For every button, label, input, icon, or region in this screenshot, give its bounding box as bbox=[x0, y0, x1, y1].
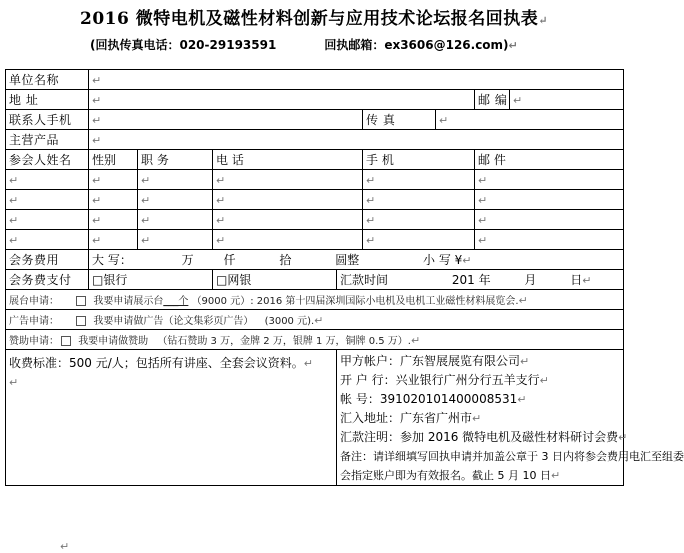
return-mark-icon: ↵ bbox=[508, 39, 518, 52]
phone-header: 电 话 bbox=[213, 150, 363, 170]
email-cell[interactable] bbox=[475, 230, 624, 250]
return-mark-icon: ↵ bbox=[141, 213, 151, 227]
account-info-cell bbox=[337, 350, 684, 486]
return-mark-icon: ↵ bbox=[9, 193, 19, 207]
return-mark-icon: ↵ bbox=[303, 357, 313, 370]
page-title: 2016 微特电机及磁性材料创新与应用技术论坛报名回执表↵ bbox=[80, 9, 548, 29]
unit-name-label: 单位名称 bbox=[6, 70, 89, 90]
account-number: 帐 号：391020101400008531 bbox=[340, 392, 518, 406]
return-mark-icon: ↵ bbox=[366, 173, 376, 187]
phone-cell[interactable] bbox=[213, 210, 363, 230]
gender-header: 性别 bbox=[89, 150, 138, 170]
sponsor-label: 赞助申请： bbox=[9, 336, 59, 347]
account-remark-2: 会指定账户即为有效报名。截止 5 月 10 日 bbox=[340, 469, 551, 482]
email-cell[interactable] bbox=[475, 210, 624, 230]
ad-label: 广告申请： bbox=[9, 316, 59, 327]
gender-cell[interactable] bbox=[89, 170, 138, 190]
attendee-name-cell[interactable] bbox=[6, 170, 89, 190]
fax-line: (回执传真电话：020-29193591 bbox=[90, 38, 277, 52]
fee-yuanzheng: 圆整 bbox=[335, 253, 360, 267]
return-mark-icon: ↵ bbox=[366, 193, 376, 207]
return-mark-icon: ↵ bbox=[478, 193, 488, 207]
return-mark-icon: ↵ bbox=[141, 173, 151, 187]
fee-xiaoxie: 小 写 ¥ bbox=[423, 253, 463, 267]
return-mark-icon: ↵ bbox=[439, 113, 449, 127]
contact-mobile-label: 联系人手机 bbox=[6, 110, 89, 130]
gender-cell[interactable] bbox=[89, 190, 138, 210]
return-mark-icon: ↵ bbox=[141, 233, 151, 247]
fee-payment-label: 会务费支付 bbox=[6, 270, 89, 290]
postcode-label: 邮 编 bbox=[475, 90, 510, 110]
return-mark-icon: ↵ bbox=[520, 355, 530, 368]
return-mark-icon: ↵ bbox=[462, 254, 472, 267]
exhibit-checkbox[interactable] bbox=[76, 296, 86, 306]
return-mark-icon: ↵ bbox=[92, 213, 102, 227]
return-mark-icon: ↵ bbox=[9, 233, 19, 247]
postcode-field[interactable] bbox=[510, 90, 624, 110]
remit-month: 月 bbox=[524, 273, 537, 287]
main-product-field[interactable] bbox=[89, 130, 624, 150]
mobile-cell[interactable] bbox=[363, 170, 475, 190]
attendee-name-header: 参会人姓名 bbox=[6, 150, 89, 170]
return-mark-icon: ↵ bbox=[9, 376, 19, 389]
main-product-label: 主营产品 bbox=[6, 130, 89, 150]
return-mark-icon: ↵ bbox=[478, 213, 488, 227]
gender-cell[interactable] bbox=[89, 230, 138, 250]
position-cell[interactable] bbox=[138, 190, 213, 210]
fee-daxie: 大 写： bbox=[92, 253, 132, 267]
return-mark-icon: ↵ bbox=[92, 133, 102, 147]
ad-checkbox[interactable] bbox=[76, 316, 86, 326]
ad-price: (3000 元). bbox=[264, 316, 315, 327]
email-cell[interactable] bbox=[475, 170, 624, 190]
return-mark-icon: ↵ bbox=[216, 233, 226, 247]
contact-mobile-field[interactable] bbox=[89, 110, 363, 130]
return-mark-icon: ↵ bbox=[216, 173, 226, 187]
return-mark-icon: ↵ bbox=[366, 233, 376, 247]
fee-standard-text: 收费标准：500 元/人；包括所有讲座、全套会议资料。 bbox=[9, 356, 304, 370]
phone-cell[interactable] bbox=[213, 170, 363, 190]
return-mark-icon: ↵ bbox=[478, 173, 488, 187]
email-header: 邮 件 bbox=[475, 150, 624, 170]
fax-field[interactable] bbox=[436, 110, 624, 130]
return-mark-icon: ↵ bbox=[216, 193, 226, 207]
remit-time-field[interactable] bbox=[337, 270, 624, 290]
return-mark-icon: ↵ bbox=[582, 274, 592, 287]
payment-online-option[interactable]: □网银 bbox=[213, 270, 337, 290]
return-mark-icon: ↵ bbox=[478, 233, 488, 247]
ad-application-row bbox=[6, 310, 624, 330]
return-mark-icon: ↵ bbox=[92, 173, 102, 187]
exhibit-blank[interactable]: ___个 bbox=[163, 296, 189, 307]
attendee-row bbox=[6, 230, 624, 250]
remit-day: 日 bbox=[570, 273, 583, 287]
return-mark-icon: ↵ bbox=[410, 334, 421, 347]
attendee-row bbox=[6, 210, 624, 230]
email-line: 回执邮箱：ex3606@126.com) bbox=[324, 38, 509, 52]
contact-line bbox=[90, 36, 518, 53]
mobile-cell[interactable] bbox=[363, 210, 475, 230]
attendee-name-cell[interactable] bbox=[6, 190, 89, 210]
sponsor-text: 我要申请做赞助 bbox=[78, 336, 149, 347]
account-remark-1: 备注：请详细填写回执申请并加盖公章于 3 日内将参会费用电汇至组委 bbox=[340, 450, 684, 463]
gender-cell[interactable] bbox=[89, 210, 138, 230]
position-cell[interactable] bbox=[138, 170, 213, 190]
sponsor-application-row bbox=[6, 330, 624, 350]
payment-bank-option[interactable]: □银行 bbox=[89, 270, 213, 290]
mobile-header: 手 机 bbox=[363, 150, 475, 170]
unit-name-field[interactable] bbox=[89, 70, 624, 90]
address-field[interactable] bbox=[89, 90, 475, 110]
return-mark-icon: ↵ bbox=[216, 213, 226, 227]
return-mark-icon: ↵ bbox=[472, 412, 482, 425]
return-mark-icon: ↵ bbox=[538, 14, 548, 27]
ad-text: 我要申请做广告（论文集彩页广告） bbox=[93, 316, 254, 327]
return-mark-icon: ↵ bbox=[517, 393, 527, 406]
fee-standard-cell bbox=[6, 350, 337, 486]
attendee-row bbox=[6, 190, 624, 210]
position-cell[interactable] bbox=[138, 230, 213, 250]
attendee-name-cell[interactable] bbox=[6, 210, 89, 230]
fee-shi: 拾 bbox=[279, 253, 292, 267]
sponsor-checkbox[interactable] bbox=[61, 336, 71, 346]
fee-label: 会务费用 bbox=[6, 250, 89, 270]
phone-cell[interactable] bbox=[213, 190, 363, 210]
account-remit-address: 汇入地址：广东省广州市 bbox=[340, 411, 473, 425]
return-mark-icon: ↵ bbox=[92, 93, 102, 107]
footer-mark bbox=[60, 540, 69, 553]
position-header: 职 务 bbox=[138, 150, 213, 170]
return-mark-icon: ↵ bbox=[92, 73, 102, 87]
address-label: 地 址 bbox=[6, 90, 89, 110]
mobile-cell[interactable] bbox=[363, 190, 475, 210]
exhibit-label: 展台申请： bbox=[9, 296, 59, 307]
return-mark-icon: ↵ bbox=[518, 294, 528, 307]
fee-qian: 仟 bbox=[223, 253, 236, 267]
return-mark-icon: ↵ bbox=[92, 113, 102, 127]
return-mark-icon: ↵ bbox=[513, 93, 523, 107]
position-cell[interactable] bbox=[138, 210, 213, 230]
registration-form bbox=[5, 69, 684, 486]
exhibit-price: （9000 元）: 2016 第十四届深圳国际小电机及电机工业磁性材料展览会. bbox=[191, 296, 519, 307]
return-mark-icon: ↵ bbox=[141, 193, 151, 207]
return-mark-icon: ↵ bbox=[550, 469, 561, 482]
account-remit-note: 汇款注明：参加 2016 微特电机及磁性材料研讨会费 bbox=[340, 430, 619, 444]
fee-wan: 万 bbox=[181, 253, 194, 267]
attendee-name-cell[interactable] bbox=[6, 230, 89, 250]
sponsor-detail: （钻石赞助 3 万，金牌 2 万，银牌 1 万，铜牌 0.5 万）. bbox=[157, 336, 411, 347]
return-mark-icon: ↵ bbox=[9, 213, 19, 227]
exhibit-application-row bbox=[6, 290, 624, 310]
remit-year: 201 年 bbox=[451, 273, 491, 287]
attendee-row bbox=[6, 170, 624, 190]
exhibit-text: 我要申请展示台 bbox=[93, 296, 164, 307]
return-mark-icon: ↵ bbox=[539, 374, 549, 387]
return-mark-icon: ↵ bbox=[618, 431, 628, 444]
return-mark-icon: ↵ bbox=[366, 213, 376, 227]
phone-cell[interactable] bbox=[213, 230, 363, 250]
email-cell[interactable] bbox=[475, 190, 624, 210]
account-bank: 开 户 行：兴业银行广州分行五羊支行 bbox=[340, 373, 540, 387]
mobile-cell[interactable] bbox=[363, 230, 475, 250]
return-mark-icon: ↵ bbox=[60, 540, 70, 553]
return-mark-icon: ↵ bbox=[314, 314, 324, 327]
return-mark-icon: ↵ bbox=[9, 173, 19, 187]
return-mark-icon: ↵ bbox=[92, 193, 102, 207]
remit-time-label: 汇款时间 bbox=[340, 273, 389, 287]
account-payee: 甲方帐户：广东智展展览有限公司 bbox=[340, 354, 521, 368]
fee-amount-field[interactable] bbox=[89, 250, 624, 270]
fax-label: 传 真 bbox=[363, 110, 436, 130]
return-mark-icon: ↵ bbox=[92, 233, 102, 247]
